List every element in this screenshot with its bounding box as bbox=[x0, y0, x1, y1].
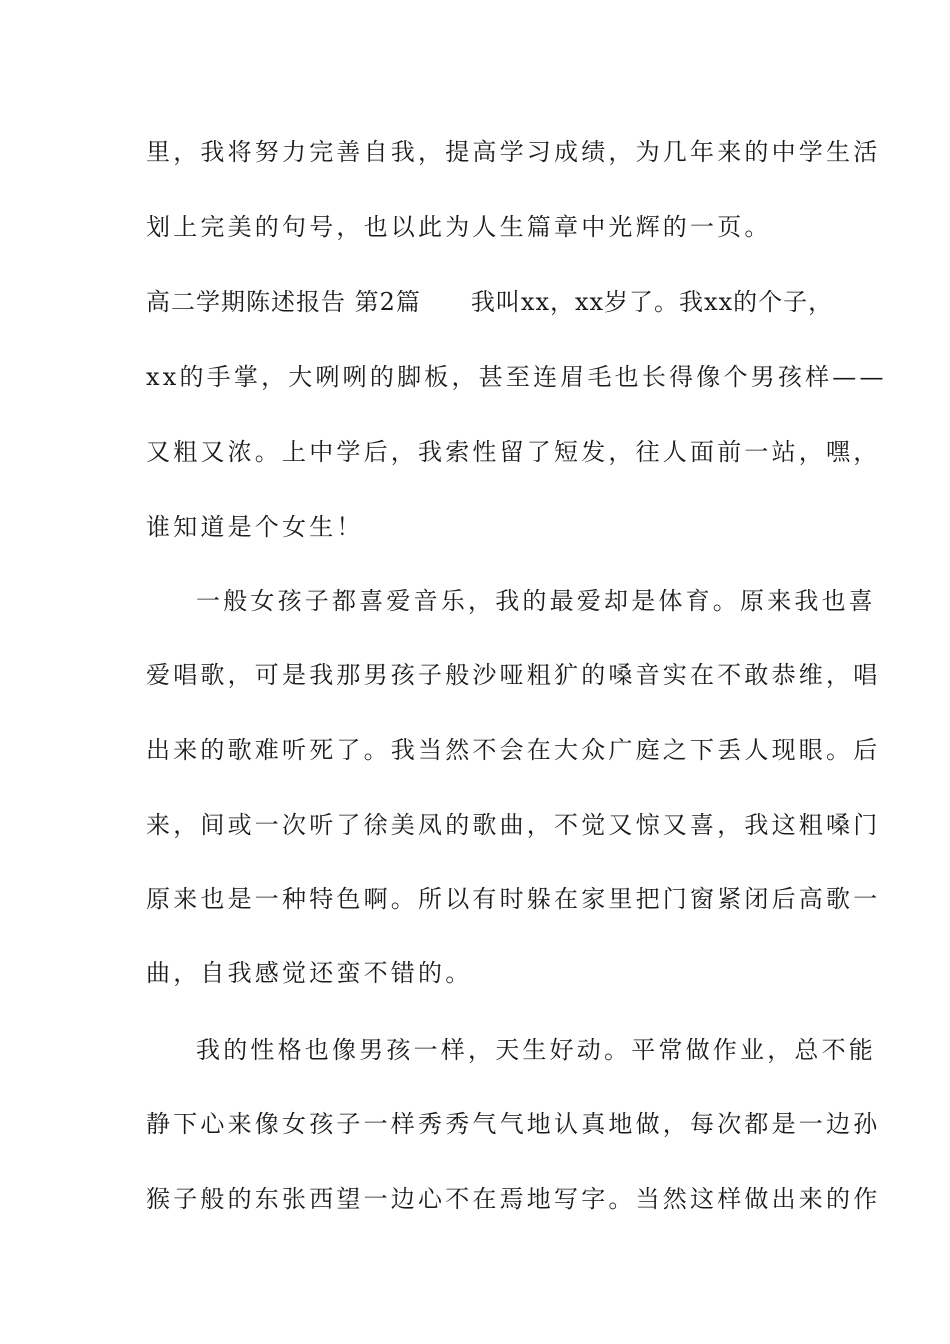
section-first-sentence: 我叫xx，xx岁了。我xx的个子， bbox=[470, 288, 834, 316]
text-line-4: 又粗又浓。上中学后，我索性留了短发，往人面前一站，嘿， bbox=[146, 438, 881, 466]
paragraph-2-line-6: 曲，自我感觉还蛮不错的。 bbox=[146, 959, 473, 987]
paragraph-3-line-2: 静下心来像女孩子一样秀秀气气地认真地做，每次都是一边孙 bbox=[146, 1110, 881, 1138]
text-line-3: xx的手掌，大咧咧的脚板，甚至连眉毛也长得像个男孩样—— bbox=[146, 363, 887, 391]
paragraph-2-line-5: 原来也是一种特色啊。所以有时躲在家里把门窗紧闭后高歌一 bbox=[146, 885, 881, 913]
text-line-5: 谁知道是个女生！ bbox=[146, 513, 364, 541]
paragraph-2-line-4: 来，间或一次听了徐美凤的歌曲，不觉又惊又喜，我这粗嗓门 bbox=[146, 811, 881, 839]
paragraph-3-line-1: 我的性格也像男孩一样，天生好动。平常做作业，总不能 bbox=[196, 1036, 876, 1064]
section-heading bbox=[146, 287, 834, 317]
text-line-2: 划上完美的句号，也以此为人生篇章中光辉的一页。 bbox=[146, 213, 772, 241]
paragraph-2-line-2: 爱唱歌，可是我那男孩子般沙哑粗犷的嗓音实在不敢恭维，唱 bbox=[146, 661, 881, 689]
paragraph-2-line-1: 一般女孩子都喜爱音乐，我的最爱却是体育。原来我也喜 bbox=[196, 587, 876, 615]
section-title: 高二学期陈述报告 第2篇 bbox=[146, 288, 421, 316]
paragraph-3-line-3: 猴子般的东张西望一边心不在焉地写字。当然这样做出来的作 bbox=[146, 1185, 881, 1213]
text-line-1: 里，我将努力完善自我，提高学习成绩，为几年来的中学生活 bbox=[146, 138, 881, 166]
paragraph-2-line-3: 出来的歌难听死了。我当然不会在大众广庭之下丢人现眼。后 bbox=[146, 736, 881, 764]
